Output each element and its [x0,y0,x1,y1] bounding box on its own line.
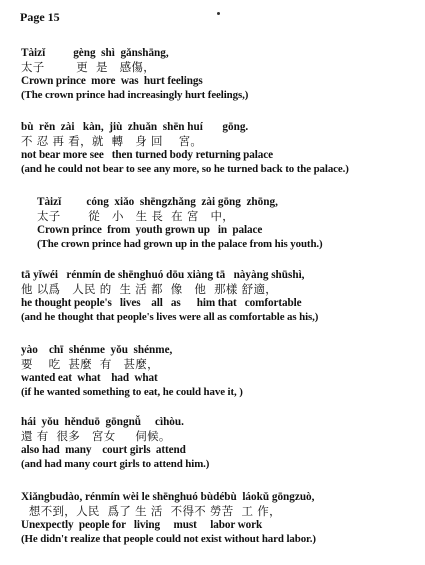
verse-block [21,490,421,546]
chinese-line: 要 吃 甚麼 有 甚麼， [21,357,159,371]
translation-line: (and he could not bear to see any more, so he turned back to the palace.) [21,163,349,175]
pinyin-line: bù rěn zài kàn, jiù zhuǎn shēn huí gōng. [21,121,249,133]
speck [217,12,220,15]
verse-block [21,268,421,324]
verse-block [21,120,421,176]
chinese-line: 他 以爲 人民 的 生 活 都 像 他 那樣 舒適， [21,282,278,296]
translation-line: (and had many court girls to attend him.) [21,458,210,470]
pinyin-line: Xiǎngbudào, rénmín wèi le shēnghuó bùdébù láokǔ gōngzuò, [21,491,315,503]
translation-line: (and he thought that people's lives were all as comfortable as his,) [21,311,319,323]
verse-block [21,343,421,399]
verse-block [21,415,421,471]
page-number: Page 15 [20,10,60,24]
chinese-line: 還 有 很多 宮女 伺候。 [21,429,171,443]
translation-line: (He didn't realize that people could not exist without hard labor.) [21,533,316,545]
translation-line: (The crown prince had grown up in the palace from his youth.) [37,238,323,250]
gloss-line: also had many court girls attend [21,444,186,456]
gloss-line: not bear more see then turned body returning palace [21,149,274,161]
chinese-line: 想不到，人民 爲了 生 活 不得不 勞苦 工 作， [21,504,281,518]
chinese-line: 太子 更 是 感傷， [21,60,156,74]
gloss-line: he thought people's lives all as him that comfortable [21,297,302,309]
pinyin-line: yào chī shénme yǒu shénme, [21,344,173,356]
pinyin-line: hái yǒu hěnduō gōngnǚ cìhòu. [21,416,184,428]
pinyin-line: Tàizǐ cóng xiǎo shēngzhǎng zài gōng zhōng, [37,196,278,208]
pinyin-line: Tàizǐ gèng shì gǎnshāng, [21,47,169,59]
chinese-line: 不 忍 再 看，就 轉 身 回 宮。 [21,134,203,148]
translation-line: (if he wanted something to eat, he could have it, ) [21,386,243,398]
gloss-line: Unexpectly people for living must labor work [21,519,263,531]
chinese-line: 太子 從 小 生 長 在 宮 中， [37,209,235,223]
gloss-line: Crown prince more was hurt feelings [21,75,203,87]
pinyin-line: tā yǐwéi rénmín de shēnghuó dōu xiàng tā nàyàng shūshì, [21,269,305,281]
gloss-line: Crown prince from youth grown up in palace [37,224,263,236]
verse-block [21,46,421,102]
translation-line: (The crown prince had increasingly hurt feelings,) [21,89,249,101]
verse-block [37,195,425,251]
gloss-line: wanted eat what had what [21,372,158,384]
